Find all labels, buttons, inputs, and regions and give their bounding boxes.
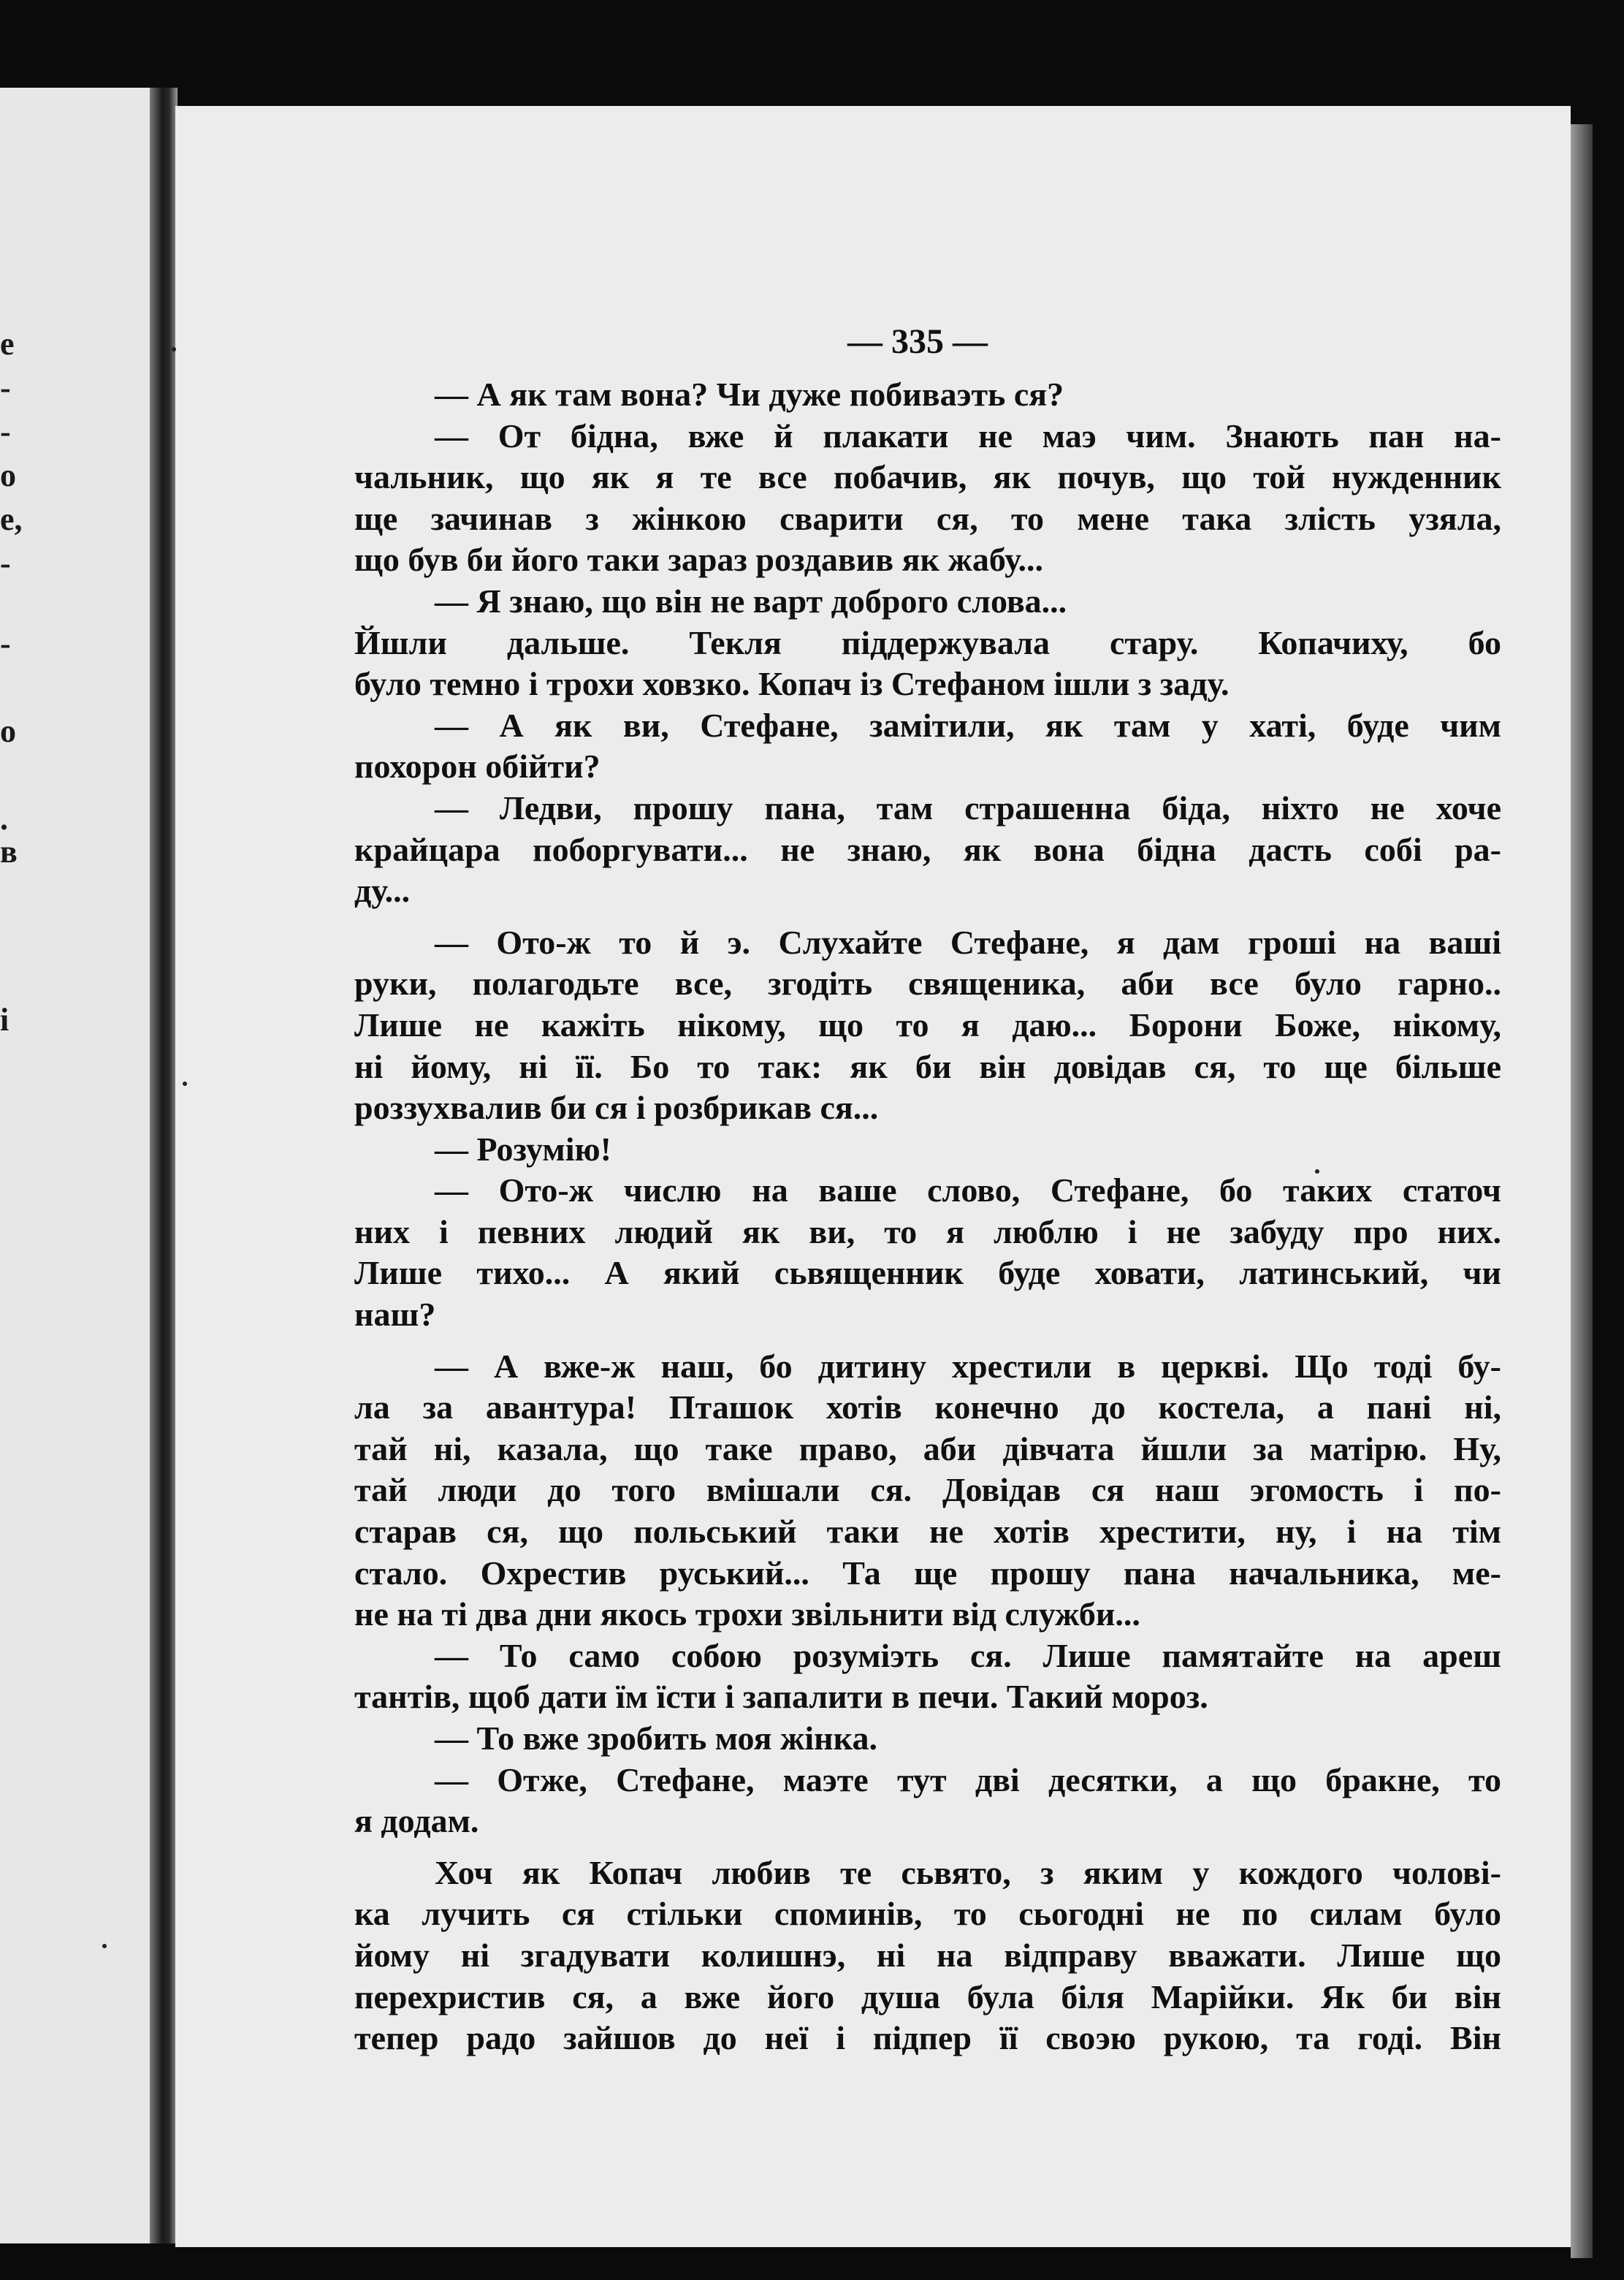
facing-page-fragment	[0, 88, 157, 2243]
text-line: похорон обійти?	[354, 748, 601, 786]
facing-page-char: -	[0, 414, 11, 449]
text-line: чальник, що як я те все побачив, як почув, що той нужденник	[354, 458, 1501, 496]
text-line: руки, полагодьте все, згодіть священика, аби все було гарно..	[354, 965, 1501, 1003]
text-line: — Я знаю, що він не варт доброго слова...	[435, 582, 1067, 620]
facing-page-char: о	[0, 713, 16, 749]
text-line: старав ся, що польський таки не хотів хрестити, ну, і на тім	[354, 1513, 1501, 1551]
text-line: Лише тихо... А який сьвященник буде ховати, латинський, чи	[354, 1254, 1501, 1292]
facing-page-char: в	[0, 834, 18, 870]
text-line: що був би його таки зараз роздавив як жабу...	[354, 541, 1043, 579]
facing-page-char: е,	[0, 501, 23, 537]
text-line: йому ні згадувати колишнэ, ні на відправу вважати. Лише що	[354, 1936, 1501, 1974]
text-line: стало. Охрестив руський... Та ще прошу пана начальника, ме-	[354, 1554, 1501, 1592]
page-number: — 335 —	[847, 322, 988, 361]
text-line: Йшли дальше. Текля піддержувала стару. Копачиху, бо	[354, 623, 1501, 661]
facing-page-char: о	[0, 457, 16, 493]
text-line: — Отже, Стефане, маэте тут дві десятки, а що бракне, то	[435, 1760, 1501, 1798]
text-line: тай люди до того вмішали ся. Довідав ся наш эгомость і по-	[354, 1471, 1501, 1509]
scan-speckle	[183, 1082, 187, 1086]
text-line: роззухвалив би ся і розбрикав ся...	[354, 1089, 879, 1127]
text-line: ду...	[354, 872, 411, 910]
text-line: — А як ви, Стефане, замітили, як там у хаті, буде чим	[435, 706, 1501, 744]
text-line: — То само собою розуміэть ся. Лише памятайте на ареш	[435, 1636, 1501, 1674]
text-line: тепер радо зайшов до неї і підпер її своэю рукою, та годі. Він	[354, 2019, 1501, 2057]
text-line: Хоч як Копач любив те сьвято, з яким у кождого чолові-	[435, 1853, 1501, 1891]
text-line: — Ото-ж то й э. Слухайте Стефане, я дам гроші на ваші	[435, 923, 1501, 961]
page-edge-shadow	[1571, 124, 1593, 2258]
text-line: — Розумію!	[435, 1130, 611, 1168]
facing-page-char: -	[0, 626, 11, 661]
text-line: не на ті два дни якось трохи звільнити від служби...	[354, 1595, 1140, 1633]
text-line: ще зачинав з жінкою сварити ся, то мене така злість узяла,	[354, 499, 1501, 537]
text-line: — А як там вона? Чи дуже побиваэть ся?	[435, 376, 1064, 413]
scan-speckle	[172, 347, 176, 352]
text-line: я додам.	[354, 1802, 479, 1840]
book-gutter	[150, 88, 178, 2243]
facing-page-char: е	[0, 326, 15, 362]
body-text	[354, 374, 1501, 2059]
text-line: було темно і трохи ховзко. Копач із Стефаном ішли з заду.	[354, 665, 1230, 703]
scan-speckle	[102, 1944, 107, 1948]
facing-page-char: -	[0, 545, 11, 581]
text-line: — А вже-ж наш, бо дитину хрестили в церкві. Що тоді бу-	[435, 1347, 1501, 1385]
text-line: ла за авантура! Пташок хотів конечно до костела, а пані ні,	[354, 1388, 1501, 1426]
facing-page-char: і	[0, 1002, 9, 1038]
text-line: тантів, щоб дати їм їсти і запалити в печи. Такий мороз.	[354, 1678, 1208, 1716]
text-line: Лише не кажіть нікому, що то я даю... Борони Боже, нікому,	[354, 1006, 1501, 1044]
text-line: ні йому, ні її. Бо то так: як би він довідав ся, то ще більше	[354, 1047, 1501, 1085]
text-line: — То вже зробить моя жінка.	[435, 1720, 877, 1757]
text-line: — Ото-ж числю на ваше слово, Стефане, бо таких статоч	[435, 1171, 1501, 1209]
text-line: крайцара поборгувати... не знаю, як вона бідна дасть собі ра-	[354, 830, 1501, 868]
text-line: тай ні, казала, що таке право, аби дівчата йшли за матірю. Ну,	[354, 1429, 1501, 1467]
text-line: наш?	[354, 1296, 436, 1334]
text-line: — От бідна, вже й плакати не маэ чим. Знають пан на-	[435, 417, 1501, 455]
text-line: — Ледви, прошу пана, там страшенна біда, ніхто не хоче	[435, 788, 1501, 826]
facing-page-char: -	[0, 370, 11, 406]
text-line: ка лучить ся стільки споминів, то сьогодні не по силам було	[354, 1895, 1501, 1933]
text-line: них і певних людий як ви, то я люблю і не забуду про них.	[354, 1212, 1501, 1250]
text-line: перехристив ся, а вже його душа була біля Марійки. Як би він	[354, 1977, 1501, 2015]
facing-page-char: .	[0, 801, 8, 837]
